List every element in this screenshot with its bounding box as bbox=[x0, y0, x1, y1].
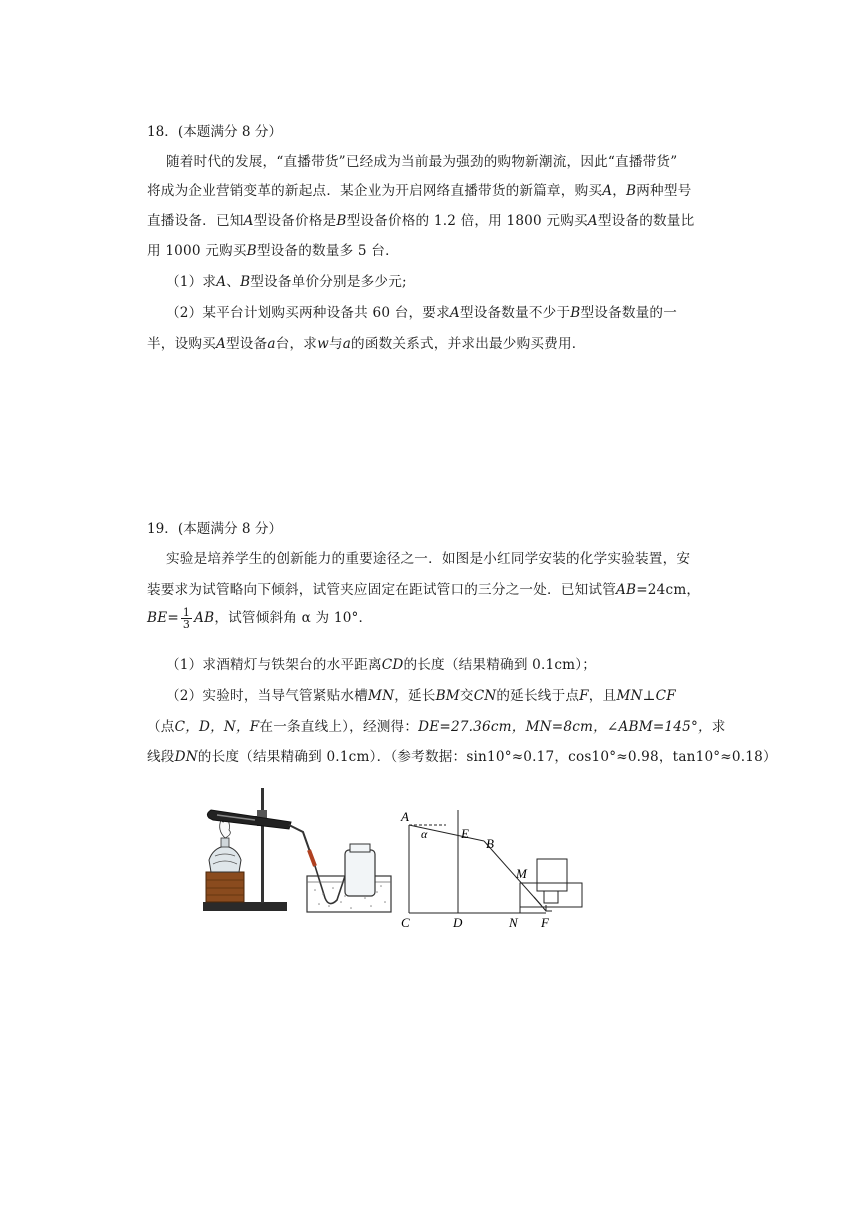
fraction-one-third: $\frac{1}{3}$ bbox=[182, 606, 191, 631]
collection-bottle bbox=[345, 850, 375, 896]
label-E: E bbox=[461, 826, 469, 841]
label-N: N bbox=[509, 915, 518, 930]
q19-header: 19．(本题满分 8 分） bbox=[147, 521, 283, 537]
label-A: A bbox=[401, 809, 409, 824]
q18-paragraph-line4: 用 1000 元购买B型设备的数量多 5 台． bbox=[147, 243, 399, 259]
wooden-block bbox=[206, 872, 244, 902]
q19-subquestion-2-line2: （点C，D，N，F在一条直线上），经测得：DE=27.36cm，MN=8cm，∠ABM=145°，求 bbox=[147, 719, 726, 735]
bottle-outline bbox=[537, 859, 567, 891]
q19-paragraph-line1: 实验是培养学生的创新能力的重要途径之一．如图是小红同学安装的化学实验装置，安 bbox=[166, 551, 691, 567]
q19-paragraph-line2: 装要求为试管略向下倾斜，试管夹应固定在距试管口的三分之一处．已知试管AB=24cm， bbox=[147, 582, 701, 598]
q18-subquestion-2-line1: （2）某平台计划购买两种设备共 60 台，要求A型设备数量不少于B型设备数量的一 bbox=[166, 305, 678, 321]
q18-header: 18．(本题满分 8 分） bbox=[147, 124, 283, 140]
q18-paragraph-line1: 随着时代的发展，“直播带货”已经成为当前最为强劲的购物新潮流，因此“直播带货” bbox=[166, 154, 678, 170]
label-alpha: α bbox=[421, 827, 428, 841]
stand-base bbox=[203, 902, 287, 911]
q18-subquestion-2-line2: 半，设购买A型设备a台，求w与a的函数关系式，并求出最少购买费用． bbox=[147, 336, 586, 352]
label-M: M bbox=[516, 866, 527, 881]
q19-subquestion-2-line3: 线段DN的长度（结果精确到 0.1cm）．（参考数据：sin10°≈0.17，cos10°≈0.98，tan10°≈0.18） bbox=[147, 749, 777, 765]
q19-subquestion-2-line1: （2）实验时，当导气管紧贴水槽MN，延长BM交CN的延长线于点F，且MN⊥CF bbox=[166, 688, 676, 704]
q18-paragraph-line2: 将成为企业营销变革的新起点．某企业为开启网络直播带货的新篇章，购买A，B两种型号 bbox=[147, 183, 692, 199]
q19-subquestion-1: （1）求酒精灯与铁架台的水平距离CD的长度（结果精确到 0.1cm）； bbox=[166, 657, 597, 673]
label-B: B bbox=[486, 836, 494, 851]
label-D: D bbox=[453, 915, 463, 930]
geometry-diagram bbox=[396, 805, 606, 930]
q19-paragraph-line3: BE= $\frac{1}{3}$ AB，试管倾斜角 α 为 10°． bbox=[147, 606, 373, 631]
q18-paragraph-line3: 直播设备．已知A型设备价格是B型设备价格的 1.2 倍，用 1800 元购买A型设备的数量比 bbox=[147, 213, 695, 229]
alcohol-lamp bbox=[209, 846, 241, 872]
label-C: C bbox=[401, 915, 410, 930]
label-F: F bbox=[541, 915, 549, 930]
stand-pole bbox=[261, 788, 264, 903]
lab-apparatus-illustration bbox=[195, 780, 395, 920]
q18-subquestion-1: （1）求A、B型设备单价分别是多少元; bbox=[166, 274, 407, 290]
